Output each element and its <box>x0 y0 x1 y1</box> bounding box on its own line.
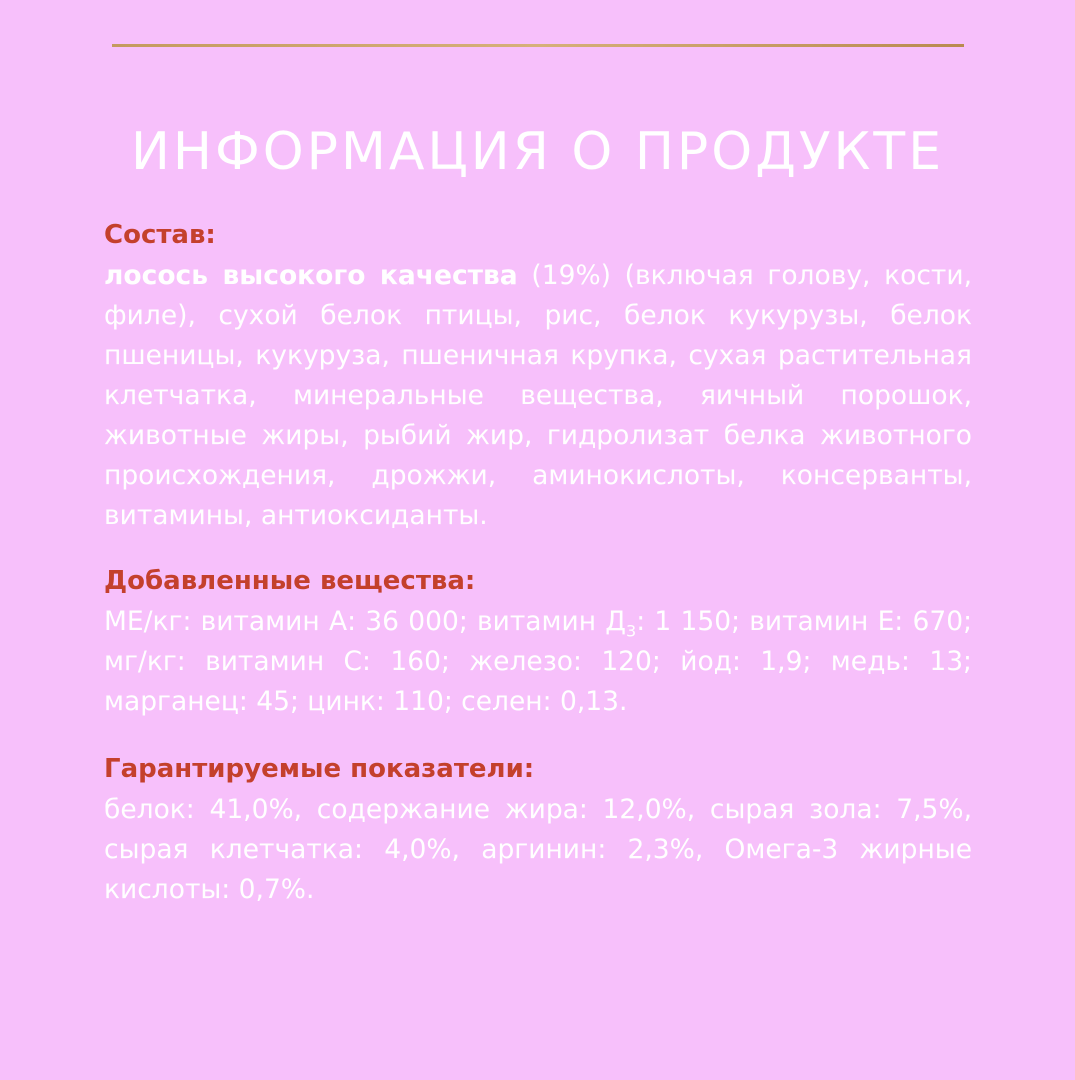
additives-section <box>104 560 972 722</box>
guaranteed-section <box>104 748 972 910</box>
product-info <box>104 214 972 910</box>
composition-lead: лосось высокого качества <box>104 260 518 291</box>
guaranteed-text: белок: 41,0%, содержание жира: 12,0%, сырая зола: 7,5%, сырая клетчатка: 4,0%, аргинин: 2,3%, Омега-3 жирные кислоты: 0,7%. <box>104 794 972 905</box>
composition-ingredients: (19%) (включая голову, кости, филе), сухой белок птицы, рис, белок кукурузы, белок пшеницы, кукуруза, пшеничная крупка, сухая растительная клетчатка, минеральные вещества, яичный порошок, животные жиры, рыбий жир, гидролизат белка животного происхождения, дрожжи, аминокислоты, консерванты, витамины, антиоксиданты. <box>104 260 973 531</box>
additives-heading: Добавленные вещества: <box>104 566 476 596</box>
additives-subscript: 3 <box>626 621 637 641</box>
additives-text-after: : 1 150; витамин Е: 670; мг/кг: витамин С: 160; железо: 120; йод: 1,9; медь: 13; марганец: 45; цинк: 110; селен: 0,13. <box>104 606 972 717</box>
additives-text-before: МЕ/кг: витамин А: 36 000; витамин Д <box>104 606 627 637</box>
additives-text <box>104 602 972 722</box>
guaranteed-heading: Гарантируемые показатели: <box>104 754 535 784</box>
composition-section <box>104 214 972 536</box>
composition-heading: Состав: <box>104 220 216 250</box>
page-title: ИНФОРМАЦИЯ О ПРОДУКТЕ <box>130 121 945 182</box>
top-divider <box>112 44 964 47</box>
composition-text <box>104 256 972 536</box>
